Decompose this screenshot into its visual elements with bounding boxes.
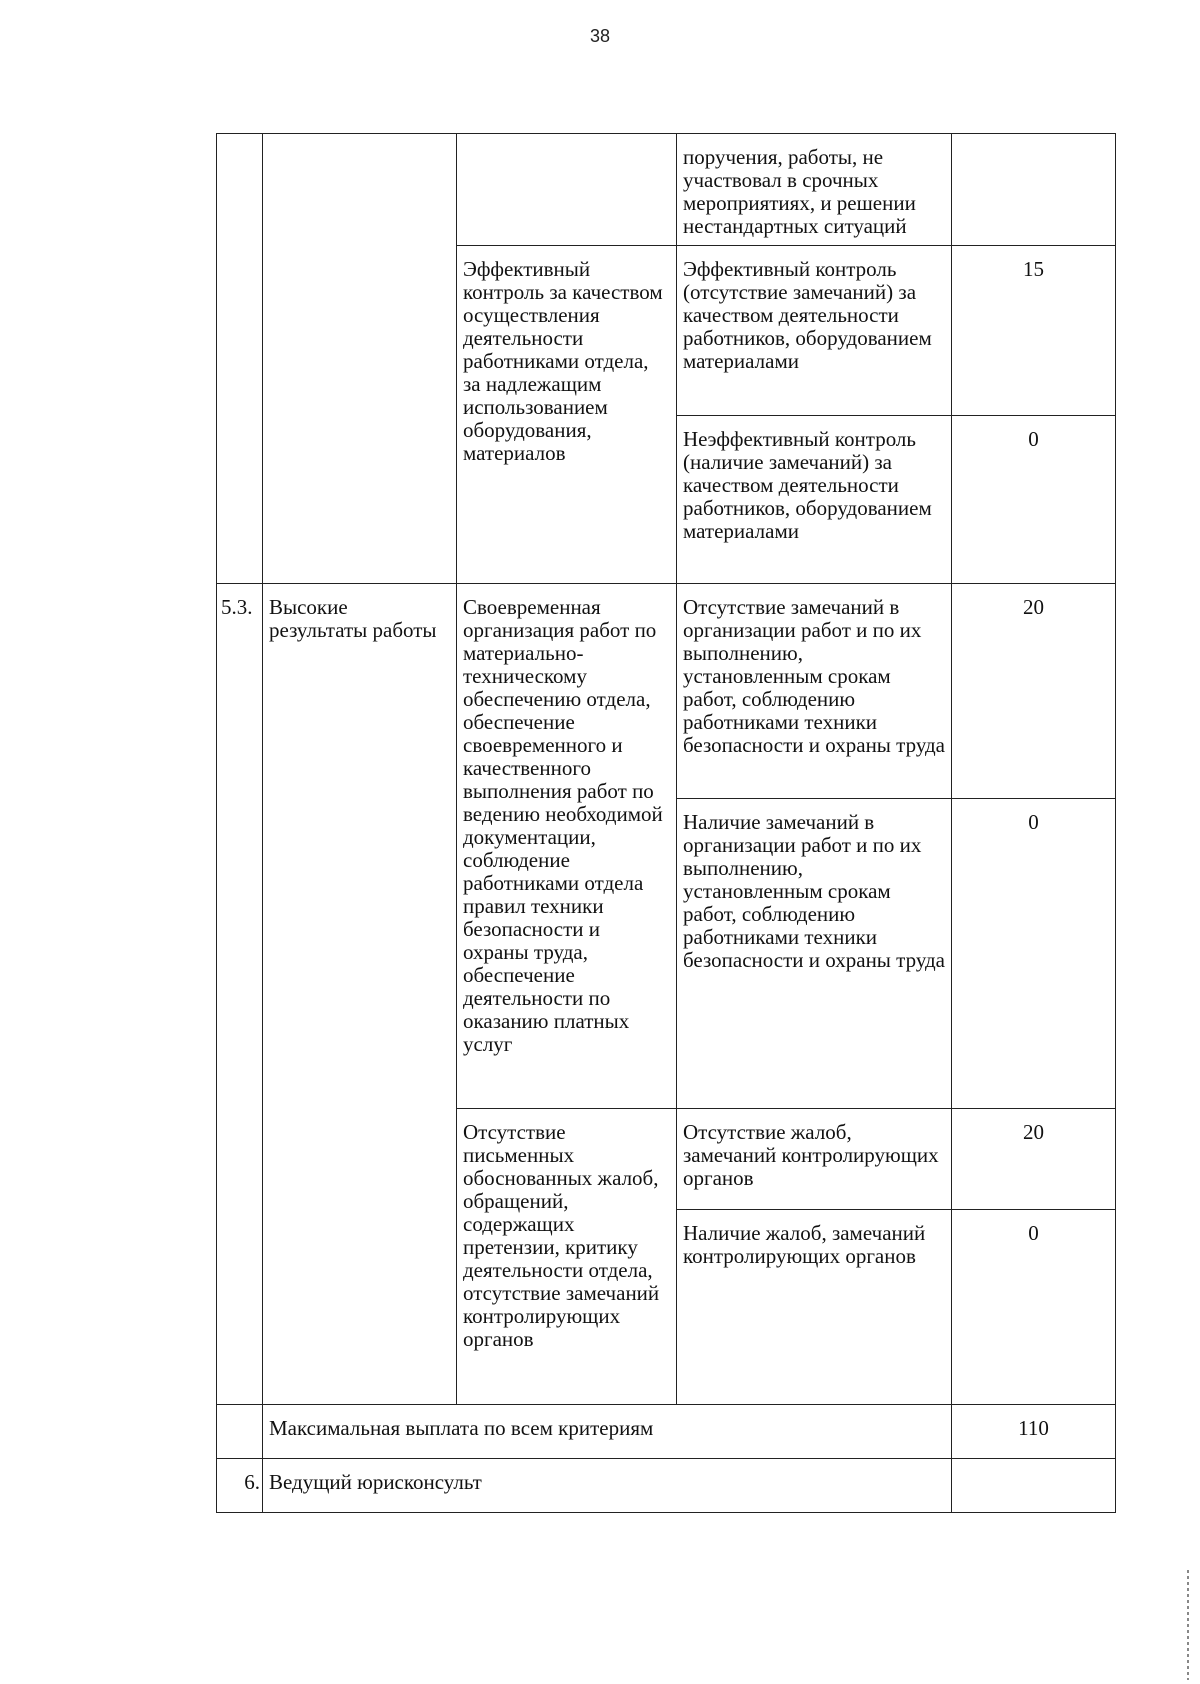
criterion-cell-empty bbox=[457, 134, 677, 246]
max-payment-points: 110 bbox=[952, 1405, 1116, 1459]
page-number: 38 bbox=[589, 26, 611, 46]
indicator-cell: Отсутствие жалоб, замечаний контролирующих органов bbox=[677, 1109, 952, 1210]
table-row bbox=[217, 1459, 1116, 1513]
indicator-cell: Наличие замечаний в организации работ и по их выполнению, установленным срокам работ, соблюдению работниками техники безопасности и охраны труда bbox=[677, 799, 952, 1109]
points-cell: 0 bbox=[952, 416, 1116, 584]
indicator-cell: Эффективный контроль (отсутствие замечаний) за качеством деятельности работников, оборудованием материалами bbox=[677, 246, 952, 416]
points-cell: 20 bbox=[952, 584, 1116, 799]
section-number: 6. bbox=[217, 1459, 263, 1513]
section-name: Ведущий юрисконсульт bbox=[263, 1459, 952, 1513]
section-number: 5.3. bbox=[217, 584, 263, 1405]
section-name-cell-empty bbox=[263, 134, 457, 584]
criterion-cell: Своевременная организация работ по материально-техническому обеспечению отдела, обеспечение своевременного и качественного выполнения работ по ведению необходимой документации, соблюдение работниками отдела правил техники безопасности и охраны труда, обеспечение деятельности по оказанию платных услуг bbox=[457, 584, 677, 1109]
points-cell: 20 bbox=[952, 1109, 1116, 1210]
section-number-cell-empty bbox=[217, 134, 263, 584]
criterion-cell: Отсутствие письменных обоснованных жалоб, обращений, содержащих претензии, критику деятельности отдела, отсутствие замечаний контролирующих органов bbox=[457, 1109, 677, 1405]
points-cell: 0 bbox=[952, 799, 1116, 1109]
scan-edge-mark bbox=[1187, 1570, 1189, 1680]
points-cell: 15 bbox=[952, 246, 1116, 416]
points-cell-empty bbox=[952, 1459, 1116, 1513]
indicator-cell: Неэффективный контроль (наличие замечаний) за качеством деятельности работников, оборудованием материалами bbox=[677, 416, 952, 584]
indicator-cell: поручения, работы, не участвовал в срочных мероприятиях, и решении нестандартных ситуаций bbox=[677, 134, 952, 246]
indicator-cell: Отсутствие замечаний в организации работ и по их выполнению, установленным срокам работ, соблюдению работниками техники безопасности и охраны труда bbox=[677, 584, 952, 799]
table-row bbox=[217, 1405, 1116, 1459]
table-row bbox=[217, 584, 1116, 799]
section-name: Высокие результаты работы bbox=[263, 584, 457, 1405]
criteria-table bbox=[216, 133, 1116, 1513]
summary-number-cell-empty bbox=[217, 1405, 263, 1459]
points-cell: 0 bbox=[952, 1210, 1116, 1405]
points-cell-empty bbox=[952, 134, 1116, 246]
criterion-cell: Эффективный контроль за качеством осуществления деятельности работниками отдела, за надлежащим использованием оборудования, материалов bbox=[457, 246, 677, 584]
indicator-cell: Наличие жалоб, замечаний контролирующих органов bbox=[677, 1210, 952, 1405]
max-payment-label: Максимальная выплата по всем критериям bbox=[263, 1405, 952, 1459]
table-row bbox=[217, 134, 1116, 246]
